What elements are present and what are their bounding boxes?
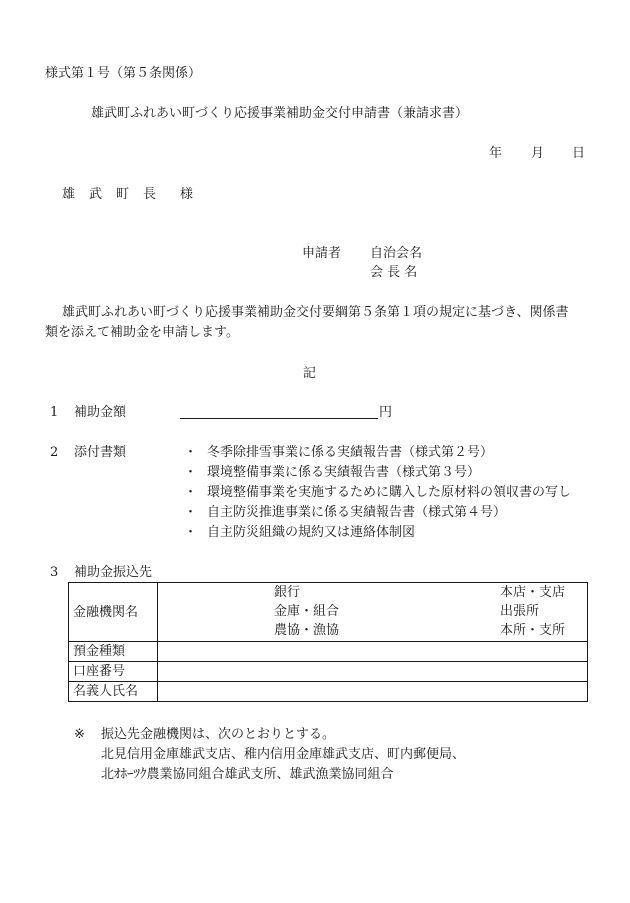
bullet: ・ <box>184 505 198 520</box>
footnote-line-2: 北見信用金庫雄武支店、稚内信用金庫雄武支店、町内郵便局、 <box>101 747 466 762</box>
attachment-item: 環境整備事業を実施するために購入した原材料の領収書の写し <box>207 485 572 500</box>
form-number: 様式第１号（第５条関係） <box>45 66 202 81</box>
item1-unit: 円 <box>379 405 393 420</box>
footnote-line-3: 北ｵﾎｰﾂｸ農業協同組合雄武支所、雄武漁業協同組合 <box>101 767 394 782</box>
account-type-label: 預金種類 <box>69 642 158 662</box>
institution-type-option: 銀行 <box>274 585 301 600</box>
date-year: 年 <box>489 146 503 161</box>
body-text-line-2: 類を添えて補助金を申請します。 <box>45 325 239 340</box>
item3-label: 補助金振込先 <box>74 565 153 580</box>
attachment-item: 自主防災推進事業に係る実績報告書（様式第４号） <box>207 505 507 520</box>
body-text-line-1: 雄武町ふれあい町づくり応援事業補助金交付要綱第５条第１項の規定に基づき、関係書 <box>62 305 569 320</box>
footnote-line-1: 振込先金融機関は、次のとおりとする。 <box>101 727 336 742</box>
bank-transfer-table <box>68 582 588 702</box>
amount-blank-line <box>180 418 378 419</box>
account-holder-cell[interactable] <box>158 682 588 702</box>
item3-number: 3 <box>50 565 59 580</box>
institution-type-option: 農協・漁協 <box>274 623 340 638</box>
applicant-president-label: 会 長 名 <box>370 265 418 280</box>
branch-type-option: 本所・支所 <box>500 623 566 638</box>
bullet: ・ <box>184 445 198 460</box>
attachment-item: 環境整備事業に係る実績報告書（様式第３号） <box>207 465 481 480</box>
applicant-label: 申請者 <box>302 246 342 261</box>
institution-type-option: 金庫・組合 <box>274 604 340 619</box>
account-number-cell[interactable] <box>158 662 588 682</box>
item2-number: 2 <box>50 445 59 460</box>
attachment-item: 自主防災組織の規約又は連絡体制図 <box>207 525 416 540</box>
note-heading: 記 <box>303 366 317 381</box>
item1-number: 1 <box>50 405 59 420</box>
bullet: ・ <box>184 465 198 480</box>
applicant-org-label: 自治会名 <box>370 246 423 261</box>
date-month: 月 <box>531 146 545 161</box>
account-number-label: 口座番号 <box>69 662 158 682</box>
bullet: ・ <box>184 485 198 500</box>
addressee-honorific: 様 <box>180 187 194 202</box>
item1-label: 補助金額 <box>74 405 127 420</box>
document-title: 雄武町ふれあい町づくり応援事業補助金交付申請書（兼請求書） <box>91 106 469 121</box>
account-holder-label: 名義人氏名 <box>69 682 158 702</box>
institution-name-cell[interactable] <box>158 583 588 642</box>
bullet: ・ <box>184 525 198 540</box>
date-day: 日 <box>572 146 586 161</box>
institution-name-label: 金融機関名 <box>69 583 158 642</box>
branch-type-option: 出張所 <box>500 604 540 619</box>
branch-type-option: 本店・支店 <box>500 585 566 600</box>
account-type-cell[interactable] <box>158 642 588 662</box>
attachment-item: 冬季除排雪事業に係る実績報告書（様式第２号） <box>207 445 494 460</box>
item2-label: 添付書類 <box>74 445 127 460</box>
addressee: 雄武町長 <box>62 187 171 202</box>
footnote-mark: ※ <box>74 727 85 742</box>
